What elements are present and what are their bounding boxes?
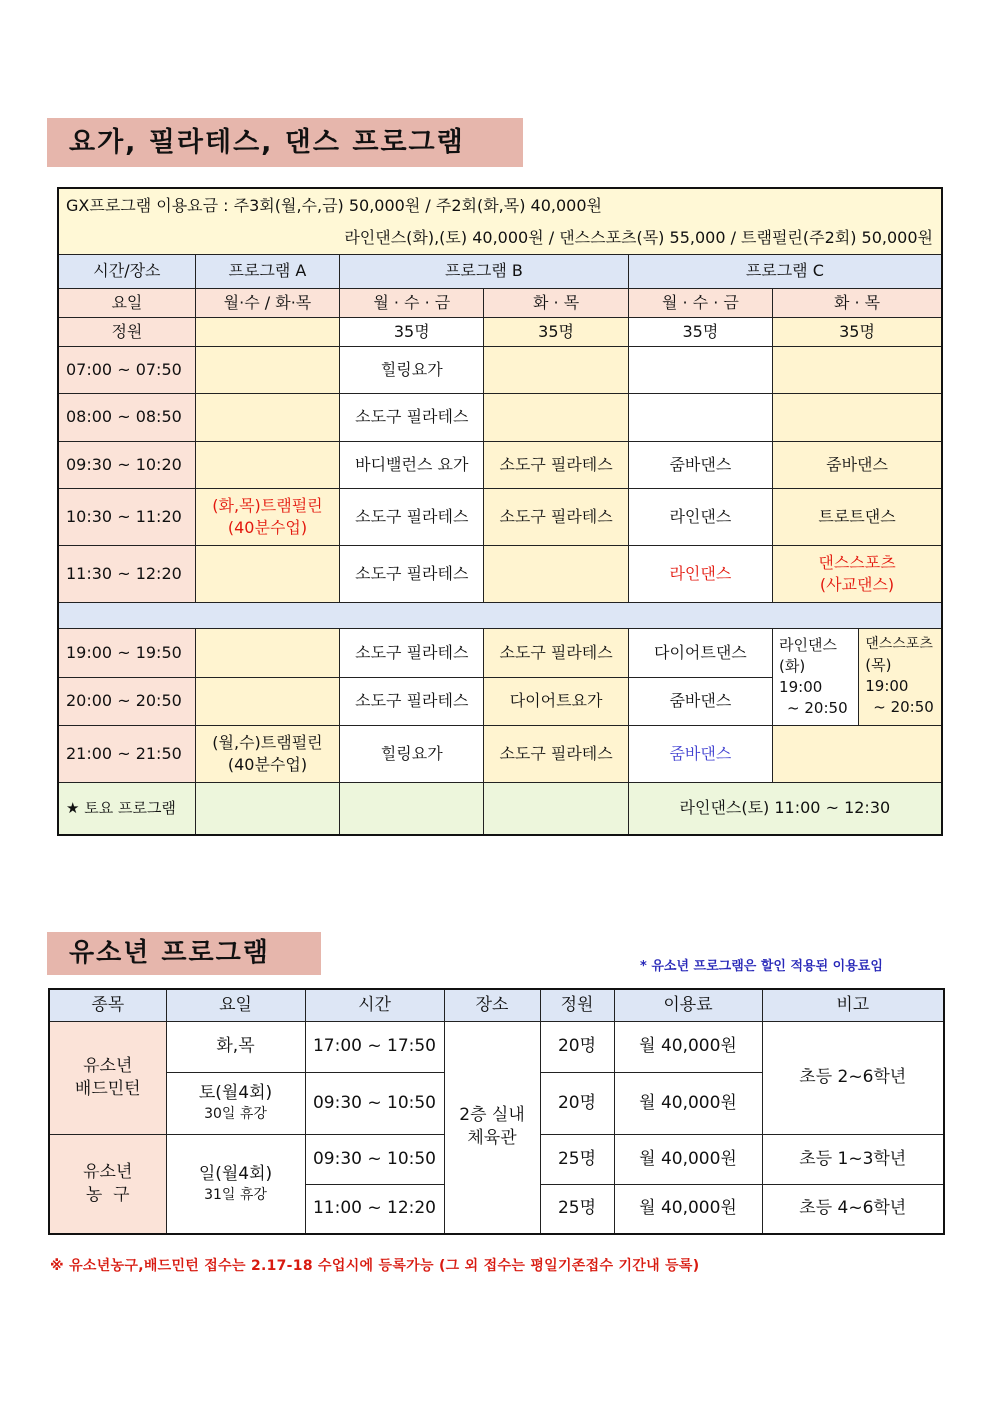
cell-a-trampoline: [195, 725, 339, 782]
basketball-day-main: 일(월4회): [198, 1163, 273, 1184]
header-remark: 비고: [762, 989, 944, 1021]
c2-left-l4: ~ 20:50: [787, 698, 848, 717]
place-l1: 2층 실내: [459, 1105, 525, 1126]
cell-c2-dancesport: [773, 545, 942, 602]
cell-a-trampoline: [195, 488, 339, 545]
capacity-a: [195, 317, 339, 346]
cell-b2: 다이어트요가: [484, 677, 628, 725]
section-title-youth: 유소년 프로그램: [47, 932, 321, 975]
fee-line-2: 라인댄스(화),(토) 40,000원 / 댄스스포츠(목) 55,000 / 트램펄린(주2회) 50,000원: [58, 222, 942, 254]
cell-a: [195, 545, 339, 602]
badminton-fee-2: 월 40,000원: [614, 1072, 762, 1134]
c2-right-l3: 19:00: [865, 676, 909, 695]
saturday-label: ★ 토요 프로그램: [58, 782, 195, 835]
cell-c1: [628, 393, 772, 441]
youth-footnote: ※ 유소년농구,배드민턴 접수는 2.17-18 수업시에 등록가능 (그 외 접수는 평일기존접수 기간내 등록): [50, 1258, 700, 1274]
c2-left-l3: 19:00: [779, 677, 823, 696]
basketball-cap-2: 25명: [540, 1184, 614, 1234]
basketball-time-1: 09:30 ~ 10:50: [305, 1134, 444, 1184]
days-a: 월·수 / 화·목: [195, 288, 339, 317]
capacity-c1: 35명: [628, 317, 772, 346]
cell-c2-dancesport-thu: [859, 628, 942, 725]
basketball-cap-1: 25명: [540, 1134, 614, 1184]
fee-line-1: GX프로그램 이용요금 : 주3회(월,수,금) 50,000원 / 주2회(화,목) 40,000원: [58, 188, 942, 222]
cell-b2: [484, 346, 628, 393]
basketball-fee-2: 월 40,000원: [614, 1184, 762, 1234]
section-title-gx: 요가, 필라테스, 댄스 프로그램: [47, 118, 523, 167]
days-c1: 월 · 수 · 금: [628, 288, 772, 317]
row-time: 19:00 ~ 19:50: [58, 628, 195, 677]
cell-c2: [773, 346, 942, 393]
cell-a-line2: (40분수업): [227, 754, 308, 774]
cell-b2: 소도구 필라테스: [484, 488, 628, 545]
days-b2: 화 · 목: [484, 288, 628, 317]
cell-c1: 줌바댄스: [628, 725, 772, 782]
capacity-label: 정원: [58, 317, 195, 346]
cell-b1: 힐링요가: [340, 346, 484, 393]
saturday-a: [195, 782, 339, 835]
header-sport: 종목: [49, 989, 166, 1021]
c2-right-l4: ~ 20:50: [873, 697, 934, 716]
cell-a-line1: (월,수)트램펄린: [212, 732, 323, 752]
badminton-day-2: [166, 1072, 305, 1134]
header-program-c: 프로그램 C: [628, 254, 942, 288]
cell-a: [195, 628, 339, 677]
header-time: 시간: [305, 989, 444, 1021]
header-program-b: 프로그램 B: [340, 254, 629, 288]
badminton-fee-1: 월 40,000원: [614, 1021, 762, 1072]
header-fee: 이용료: [614, 989, 762, 1021]
c2-right-l1: 댄스스포츠: [865, 636, 933, 653]
cell-a: [195, 346, 339, 393]
cell-b1: 소도구 필라테스: [340, 393, 484, 441]
badminton-cap-2: 20명: [540, 1072, 614, 1134]
badminton-l1: 유소년: [83, 1055, 133, 1076]
capacity-b2: 35명: [484, 317, 628, 346]
c2-right-l2: (목): [865, 655, 892, 674]
cell-c2-line2: (사교댄스): [819, 574, 895, 594]
cell-c1: 다이어트댄스: [628, 628, 772, 677]
cell-a: [195, 441, 339, 488]
cell-b1: 소도구 필라테스: [340, 628, 484, 677]
cell-b2: 소도구 필라테스: [484, 628, 628, 677]
header-program-a: 프로그램 A: [195, 254, 339, 288]
cell-b1: 힐링요가: [340, 725, 484, 782]
cell-c1: 라인댄스: [628, 488, 772, 545]
header-capacity: 정원: [540, 989, 614, 1021]
saturday-b2: [484, 782, 628, 835]
badminton-remark: 초등 2~6학년: [762, 1021, 944, 1134]
badminton-l2: 배드민턴: [74, 1078, 141, 1099]
cell-c2-line-dance-tue: [773, 628, 859, 725]
cell-c1: 줌바댄스: [628, 677, 772, 725]
basketball-day: [166, 1134, 305, 1234]
cell-c2: [773, 725, 942, 782]
badminton-day-1: 화,목: [166, 1021, 305, 1072]
header-day: 요일: [166, 989, 305, 1021]
c2-left-l1: 라인댄스: [779, 635, 838, 654]
place: [444, 1021, 540, 1234]
row-time: 21:00 ~ 21:50: [58, 725, 195, 782]
days-b1: 월 · 수 · 금: [340, 288, 484, 317]
basketball-l1: 유소년: [83, 1161, 133, 1182]
badminton-time-1: 17:00 ~ 17:50: [305, 1021, 444, 1072]
place-l2: 체육관: [467, 1128, 517, 1149]
cell-c2: 트로트댄스: [773, 488, 942, 545]
cell-a-line1: (화,목)트램펄린: [212, 495, 323, 515]
row-time: 07:00 ~ 07:50: [58, 346, 195, 393]
cell-c2: [773, 393, 942, 441]
cell-b2: [484, 393, 628, 441]
cell-b1: 바디밸런스 요가: [340, 441, 484, 488]
basketball-remark-2: 초등 4~6학년: [762, 1184, 944, 1234]
cell-b1: 소도구 필라테스: [340, 677, 484, 725]
saturday-c: 라인댄스(토) 11:00 ~ 12:30: [628, 782, 942, 835]
badminton-day-2-main: 토(월4회): [198, 1083, 273, 1104]
badminton-cap-1: 20명: [540, 1021, 614, 1072]
gx-schedule-table: [57, 187, 943, 836]
cell-a-line2: (40분수업): [227, 517, 308, 537]
header-place: 장소: [444, 989, 540, 1021]
row-time: 10:30 ~ 11:20: [58, 488, 195, 545]
cell-b1: 소도구 필라테스: [340, 545, 484, 602]
basketball-l2: 농 구: [85, 1184, 130, 1205]
header-time-place: 시간/장소: [58, 254, 195, 288]
row-time: 11:30 ~ 12:20: [58, 545, 195, 602]
youth-program-table: [48, 988, 945, 1235]
row-time: 08:00 ~ 08:50: [58, 393, 195, 441]
c2-left-l2: (화): [779, 656, 806, 675]
cell-b2: 소도구 필라테스: [484, 441, 628, 488]
cell-c2-line1: 댄스스포츠: [818, 552, 896, 572]
saturday-b1: [340, 782, 484, 835]
days-c2: 화 · 목: [773, 288, 942, 317]
sport-badminton: [49, 1021, 166, 1134]
youth-discount-note: * 유소년 프로그램은 할인 적용된 이용료임: [640, 959, 883, 974]
basketball-time-2: 11:00 ~ 12:20: [305, 1184, 444, 1234]
cell-b2: [484, 545, 628, 602]
badminton-time-2: 09:30 ~ 10:50: [305, 1072, 444, 1134]
day-label: 요일: [58, 288, 195, 317]
badminton-day-2-note: 30일 휴강: [204, 1106, 267, 1123]
cell-c2: 줌바댄스: [773, 441, 942, 488]
row-time: 09:30 ~ 10:20: [58, 441, 195, 488]
cell-b1: 소도구 필라테스: [340, 488, 484, 545]
capacity-c2: 35명: [773, 317, 942, 346]
basketball-day-note: 31일 휴강: [204, 1186, 267, 1203]
cell-a: [195, 677, 339, 725]
capacity-b1: 35명: [340, 317, 484, 346]
basketball-fee-1: 월 40,000원: [614, 1134, 762, 1184]
cell-c1: [628, 346, 772, 393]
sport-basketball: [49, 1134, 166, 1234]
cell-c1: 줌바댄스: [628, 441, 772, 488]
cell-c1: 라인댄스: [628, 545, 772, 602]
cell-a: [195, 393, 339, 441]
cell-b2: 소도구 필라테스: [484, 725, 628, 782]
basketball-remark-1: 초등 1~3학년: [762, 1134, 944, 1184]
lunch-separator: [58, 602, 942, 628]
row-time: 20:00 ~ 20:50: [58, 677, 195, 725]
